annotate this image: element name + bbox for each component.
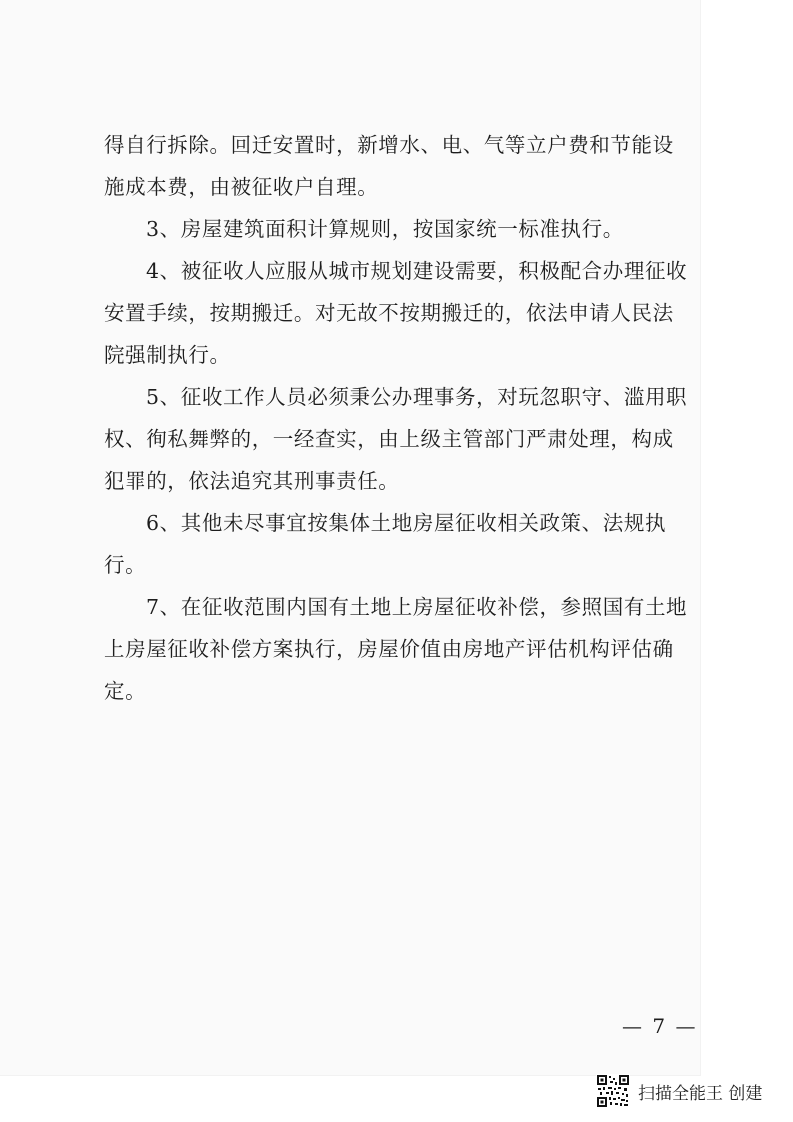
paragraph-item-6: 6、其他未尽事宜按集体土地房屋征收相关政策、法规执行。	[104, 511, 667, 577]
paragraph-continuation: 得自行拆除。回迁安置时，新增水、电、气等立户费和节能设施成本费，由被征收户自理。	[104, 133, 674, 199]
scanner-watermark-label: 扫描全能王 创建	[638, 1083, 763, 1104]
page-number: — 7 —	[622, 1014, 698, 1038]
document-body	[104, 124, 694, 712]
paragraph-item-3: 3、房屋建筑面积计算规则，按国家统一标准执行。	[146, 217, 624, 241]
paragraph-item-5: 5、征收工作人员必须秉公办理事务，对玩忽职守、滥用职权、徇私舞弊的，一经查实，由上级主管部门严肃处理，构成犯罪的，依法追究其刑事责任。	[104, 385, 688, 493]
paragraph-item-4: 4、被征收人应服从城市规划建设需要，积极配合办理征收安置手续，按期搬迁。对无故不按期搬迁的，依法申请人民法院强制执行。	[104, 259, 688, 367]
paragraph-item-7: 7、在征收范围内国有土地上房屋征收补偿，参照国有土地上房屋征收补偿方案执行，房屋价值由房地产评估机构评估确定。	[104, 595, 688, 703]
qr-code-icon	[596, 1074, 630, 1108]
scanner-watermark	[596, 1072, 762, 1110]
